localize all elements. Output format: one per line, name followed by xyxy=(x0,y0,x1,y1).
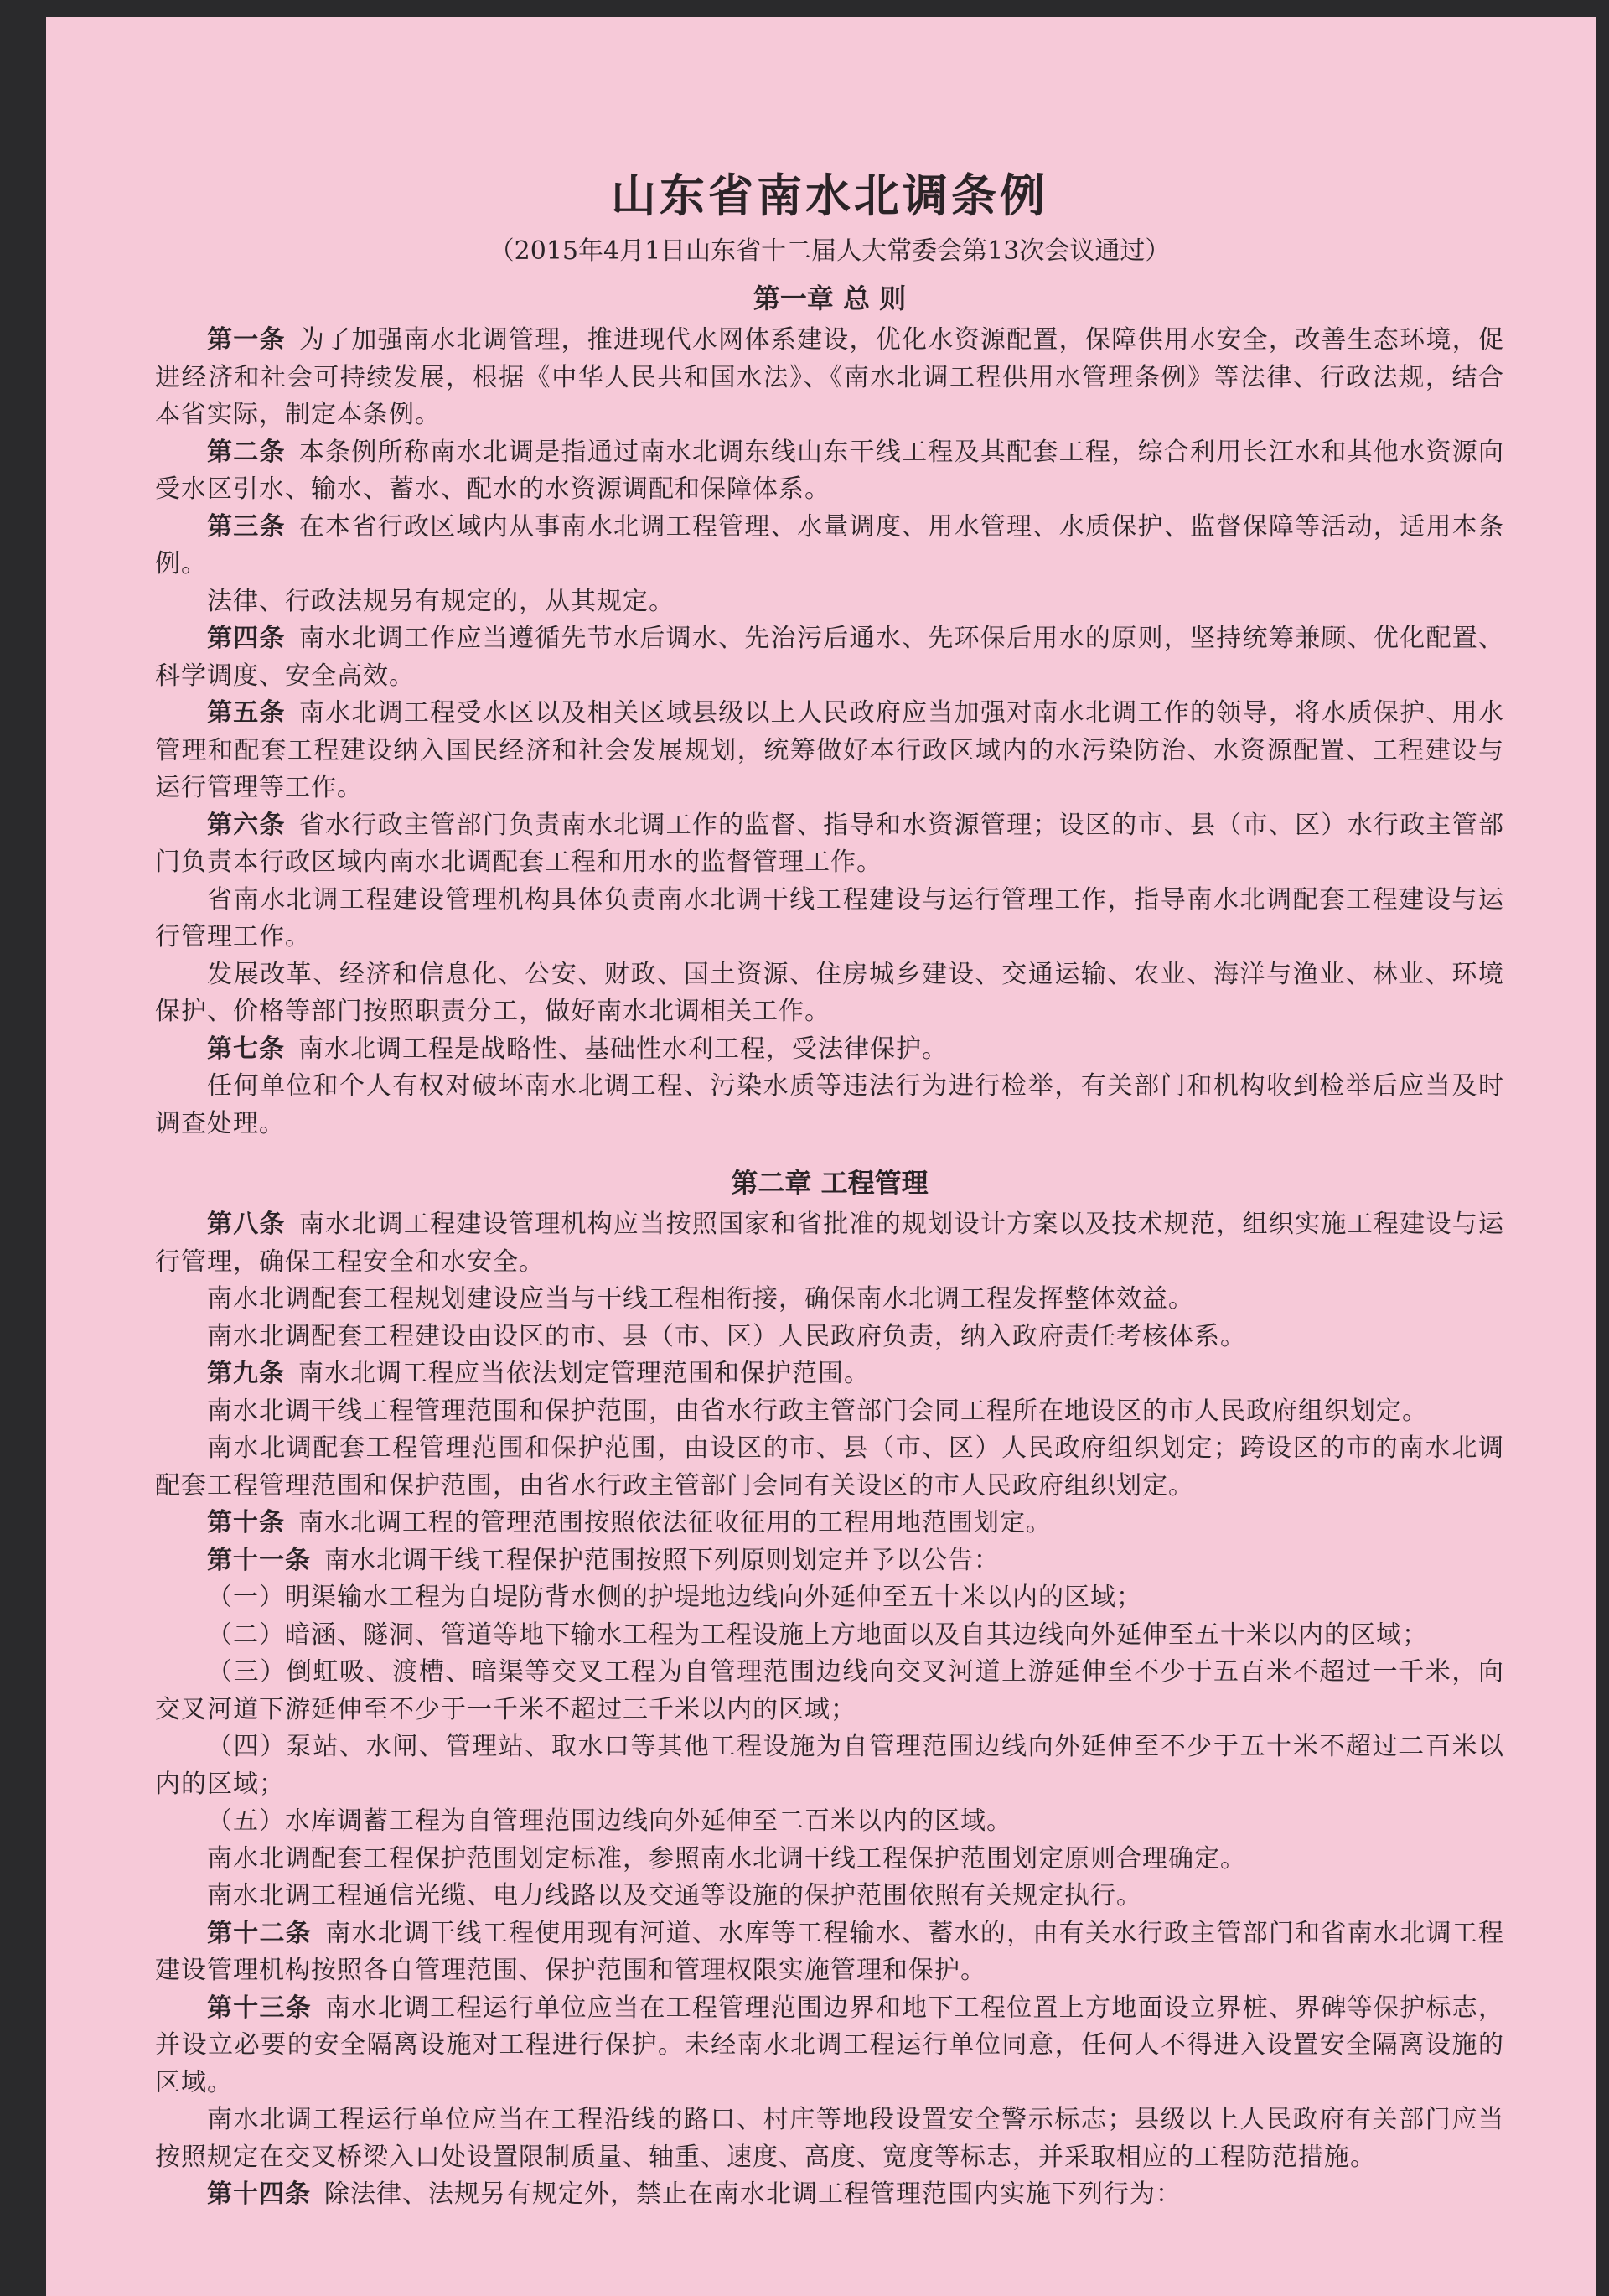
article-text: （四）泵站、水闸、管理站、取水口等其他工程设施为自管理范围边线向外延伸至不少于五十米不超过二百米以内的区域； xyxy=(155,1732,1504,1799)
article-number: 第十三条 xyxy=(207,1993,313,2023)
article-number: 第一条 xyxy=(207,325,286,355)
article-paragraph xyxy=(155,1031,1504,1069)
article-text: 省南水北调工程建设管理机构具体负责南水北调干线工程建设与运行管理工作，指导南水北调配套工程建设与运行管理工作。 xyxy=(155,884,1504,951)
article-paragraph xyxy=(155,1878,1504,1915)
article-paragraph xyxy=(155,2102,1504,2176)
article-number: 第十条 xyxy=(207,1508,285,1537)
document-subtitle: （2015年4月1日山东省十二届人大常委会第13次会议通过） xyxy=(489,236,1171,266)
article-text: 南水北调工程建设管理机构应当按照国家和省批准的规划设计方案以及技术规范，组织实施工程建设与运行管理，确保工程安全和水安全。 xyxy=(155,1210,1504,1277)
article-paragraph xyxy=(155,434,1504,509)
article-text: 省水行政主管部门负责南水北调工作的监督、指导和水资源管理；设区的市、县（市、区）水行政主管部门负责本行政区域内南水北调配套工程和用水的监督管理工作。 xyxy=(155,810,1504,877)
article-paragraph xyxy=(155,1990,1504,2102)
article-number: 第二条 xyxy=(207,437,286,467)
article-number: 第七条 xyxy=(207,1034,285,1064)
article-number: 第三条 xyxy=(207,511,286,542)
article-text: 南水北调配套工程保护范围划定标准，参照南水北调干线工程保护范围划定原则合理确定。 xyxy=(207,1843,1246,1874)
article-text: 南水北调工程的管理范围按照依法征收征用的工程用地范围划定。 xyxy=(298,1508,1052,1537)
article-number: 第十二条 xyxy=(207,1918,313,1948)
article-number: 第五条 xyxy=(207,698,286,728)
article-text: 南水北调工作应当遵循先节水后调水、先治污后通水、先环保后用水的原则，坚持统筹兼顾、优化配置、科学调度、安全高效。 xyxy=(155,624,1504,691)
article-paragraph xyxy=(155,1393,1504,1431)
article-paragraph xyxy=(155,583,1504,621)
article-text: 任何单位和个人有权对破坏南水北调工程、污染水质等违法行为进行检举，有关部门和机构收到检举后应当及时调查处理。 xyxy=(155,1071,1504,1138)
article-text: 除法律、法规另有规定外，禁止在南水北调工程管理范围内实施下列行为： xyxy=(324,2179,1182,2209)
article-paragraph xyxy=(155,1803,1504,1841)
article-number: 第六条 xyxy=(207,810,286,840)
article-paragraph xyxy=(155,1728,1504,1803)
article-paragraph xyxy=(155,1206,1504,1281)
article-text: 南水北调工程通信光缆、电力线路以及交通等设施的保护范围依照有关规定执行。 xyxy=(207,1881,1142,1910)
article-paragraph xyxy=(155,1579,1504,1617)
article-text: （一）明渠输水工程为自堤防背水侧的护堤地边线向外延伸至五十米以内的区域； xyxy=(207,1583,1142,1612)
chapter-heading: 第二章 工程管理 xyxy=(731,1167,929,1199)
article-paragraph xyxy=(155,1505,1504,1542)
article-text: （三）倒虹吸、渡槽、暗渠等交叉工程为自管理范围边线向交叉河道上游延伸至不少于五百米不超过一千米，向交叉河道下游延伸至不少于一千米不超过三千米以内的区域； xyxy=(155,1657,1504,1724)
article-paragraph xyxy=(155,807,1504,882)
article-text: 南水北调干线工程管理范围和保护范围，由省水行政主管部门会同工程所在地设区的市人民政府组织划定。 xyxy=(207,1396,1428,1426)
document-page xyxy=(46,17,1596,2296)
article-paragraph xyxy=(155,1654,1504,1728)
article-paragraph xyxy=(155,620,1504,695)
article-paragraph xyxy=(155,956,1504,1031)
article-paragraph xyxy=(155,695,1504,807)
article-paragraph xyxy=(155,1617,1504,1655)
article-text: 南水北调工程受水区以及相关区域县级以上人民政府应当加强对南水北调工作的领导，将水质保护、用水管理和配套工程建设纳入国民经济和社会发展规划，统筹做好本行政区域内的水污染防治、水资源配置、工程建设与运行管理等工作。 xyxy=(155,698,1504,802)
article-paragraph xyxy=(155,1430,1504,1505)
article-text: 南水北调配套工程规划建设应当与干线工程相衔接，确保南水北调工程发挥整体效益。 xyxy=(207,1284,1194,1314)
article-paragraph xyxy=(155,1841,1504,1879)
article-text: 发展改革、经济和信息化、公安、财政、国土资源、住房城乡建设、交通运输、农业、海洋与渔业、林业、环境保护、价格等部门按照职责分工，做好南水北调相关工作。 xyxy=(155,959,1504,1026)
article-text: 在本省行政区域内从事南水北调工程管理、水量调度、用水管理、水质保护、监督保障等活动，适用本条例。 xyxy=(155,511,1504,578)
article-paragraph xyxy=(155,322,1504,434)
article-paragraph xyxy=(155,509,1504,583)
document-body xyxy=(155,278,1504,2214)
article-text: 南水北调干线工程使用现有河道、水库等工程输水、蓄水的，由有关水行政主管部门和省南水北调工程建设管理机构按照各自管理范围、保护范围和管理权限实施管理和保护。 xyxy=(155,1918,1505,1985)
article-text: （五）水库调蓄工程为自管理范围边线向外延伸至二百米以内的区域。 xyxy=(207,1806,1012,1836)
article-number: 第十四条 xyxy=(207,2179,311,2209)
article-text: 南水北调干线工程保护范围按照下列原则划定并予以公告： xyxy=(324,1545,1000,1575)
article-text: 南水北调工程运行单位应当在工程管理范围边界和地下工程位置上方地面设立界桩、界碑等保护标志，并设立必要的安全隔离设施对工程进行保护。未经南水北调工程运行单位同意，任何人不得进入设置安全隔离设施的区域。 xyxy=(155,1993,1505,2097)
document-title: 山东省南水北调条例 xyxy=(611,168,1048,222)
article-text: （二）暗涵、隧洞、管道等地下输水工程为工程设施上方地面以及自其边线向外延伸至五十米以内的区域； xyxy=(207,1620,1428,1650)
article-paragraph xyxy=(155,1355,1504,1393)
article-text: 为了加强南水北调管理，推进现代水网体系建设，优化水资源配置，保障供用水安全，改善生态环境，促进经济和社会可持续发展，根据《中华人民共和国水法》、《南水北调工程供用水管理条例》等法律、行政法规，结合本省实际，制定本条例。 xyxy=(155,325,1504,429)
article-number: 第九条 xyxy=(207,1359,285,1388)
article-number: 第八条 xyxy=(207,1210,286,1239)
article-text: 南水北调工程应当依法划定管理范围和保护范围。 xyxy=(298,1359,870,1388)
article-text: 南水北调配套工程建设由设区的市、县（市、区）人民政府负责，纳入政府责任考核体系。 xyxy=(207,1321,1246,1351)
article-paragraph xyxy=(155,1281,1504,1319)
article-paragraph xyxy=(155,1319,1504,1356)
article-number: 第十一条 xyxy=(207,1545,311,1575)
article-paragraph xyxy=(155,1068,1504,1143)
article-paragraph xyxy=(155,882,1504,956)
article-paragraph xyxy=(155,1915,1504,1990)
article-text: 南水北调工程运行单位应当在工程沿线的路口、村庄等地段设置安全警示标志；县级以上人民政府有关部门应当按照规定在交叉桥梁入口处设置限制质量、轴重、速度、高度、宽度等标志，并采取相应的工程防范措施。 xyxy=(155,2105,1504,2172)
article-number: 第四条 xyxy=(207,624,286,653)
chapter-heading: 第一章 总 则 xyxy=(753,282,907,314)
article-text: 南水北调工程是战略性、基础性水利工程，受法律保护。 xyxy=(298,1034,948,1064)
article-text: 南水北调配套工程管理范围和保护范围，由设区的市、县（市、区）人民政府组织划定；跨设区的市的南水北调配套工程管理范围和保护范围，由省水行政主管部门会同有关设区的市人民政府组织划定。 xyxy=(155,1433,1504,1500)
article-text: 法律、行政法规另有规定的，从其规定。 xyxy=(207,586,675,616)
article-paragraph xyxy=(155,1542,1504,1580)
article-text: 本条例所称南水北调是指通过南水北调东线山东干线工程及其配套工程，综合利用长江水和其他水资源向受水区引水、输水、蓄水、配水的水资源调配和保障体系。 xyxy=(155,437,1504,504)
article-paragraph xyxy=(155,2176,1504,2214)
